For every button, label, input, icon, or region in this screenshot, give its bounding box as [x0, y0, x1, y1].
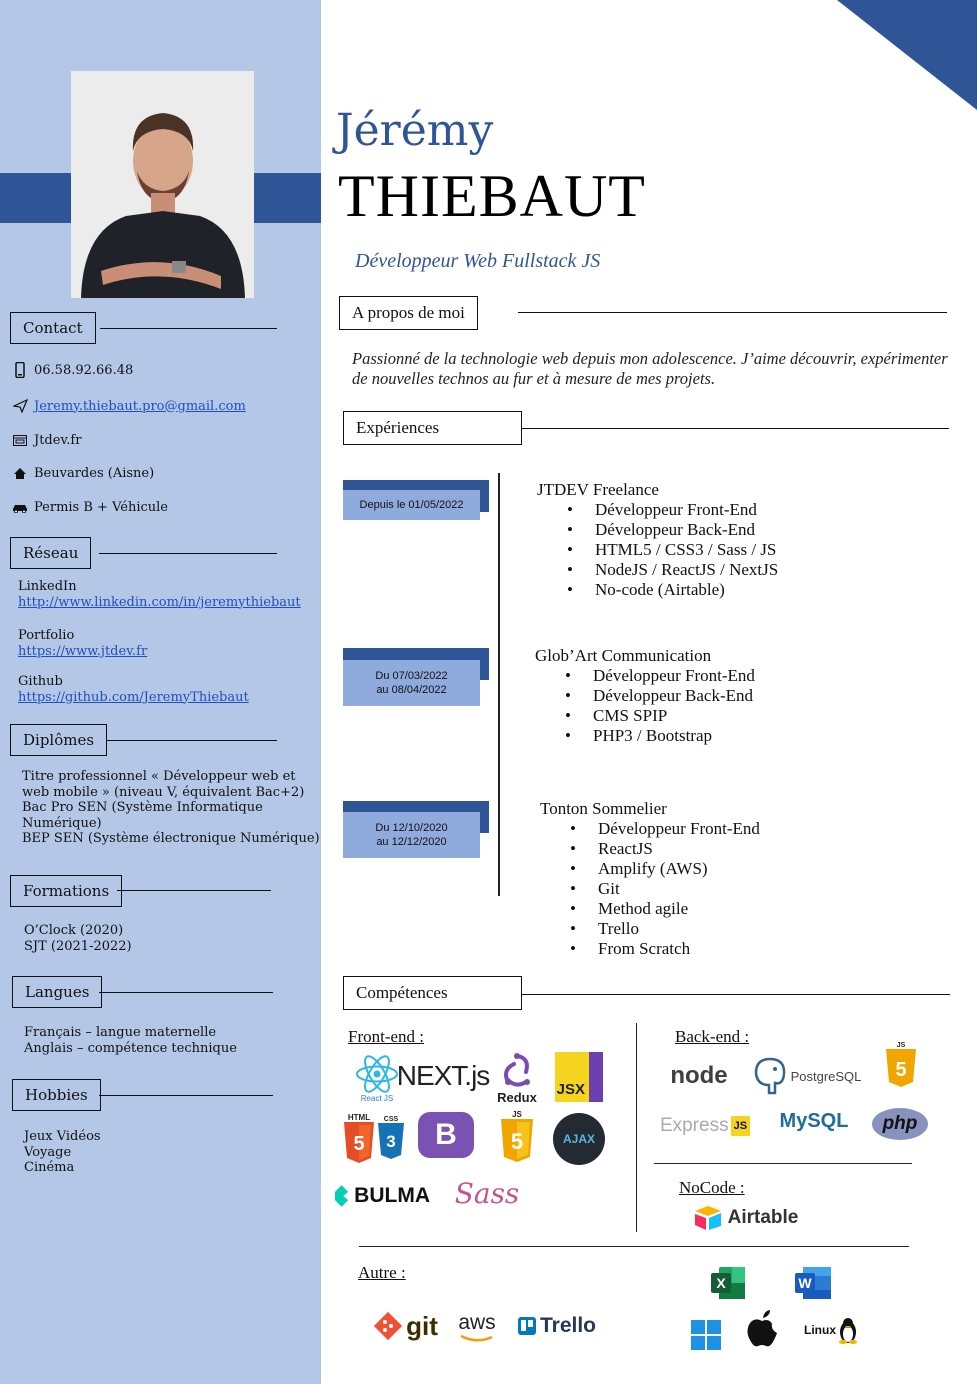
experiences-rule	[522, 428, 949, 429]
js-logo	[497, 1108, 537, 1164]
backend-label: Back-end :	[675, 1027, 750, 1046]
portfolio-label: Portfolio	[18, 628, 75, 643]
timeline-line	[498, 473, 500, 896]
hobby-item: Voyage	[24, 1144, 72, 1160]
svg-text:3: 3	[386, 1131, 396, 1151]
js-backend-text: JS	[896, 1041, 906, 1049]
date-line: Du 07/03/2022	[375, 670, 448, 682]
task-item: • Développeur Front-End	[565, 500, 778, 520]
home-icon	[12, 465, 28, 481]
task-item: • Git	[568, 879, 760, 899]
send-icon	[12, 398, 28, 414]
language-item: Anglais – compétence technique	[24, 1040, 237, 1056]
task-item: • Développeur Back-End	[565, 520, 778, 540]
hobbies-rule	[99, 1095, 273, 1096]
experience-item	[537, 480, 778, 600]
task-list	[563, 666, 755, 746]
bootstrap-logo: B	[418, 1112, 474, 1158]
hobbies-heading: Hobbies	[12, 1079, 101, 1111]
languages-rule	[99, 992, 273, 993]
trainings-rule	[117, 890, 271, 891]
training-item: O’Clock (2020)	[24, 923, 124, 938]
task-item: • No-code (Airtable)	[565, 580, 778, 600]
task-item: • HTML5 / CSS3 / Sass / JS	[565, 540, 778, 560]
diploma-line: BEP SEN (Système électronique Numérique)	[22, 831, 320, 846]
git-logo	[370, 1308, 442, 1344]
redux-icon	[500, 1052, 534, 1090]
person-avatar	[71, 71, 254, 298]
express-js-badge: JS	[731, 1116, 750, 1136]
windows-logo	[688, 1317, 724, 1353]
postgres-text: PostgreSQL	[790, 1068, 862, 1084]
jsx-logo: JSX	[555, 1052, 603, 1102]
date-line: au 08/04/2022	[376, 684, 447, 696]
linkedin-label: LinkedIn	[18, 579, 77, 594]
bulma-logo	[335, 1180, 430, 1212]
js-backend-shield-icon	[885, 1049, 917, 1087]
html-logo	[340, 1112, 378, 1164]
task-item: • Développeur Front-End	[568, 819, 760, 839]
tux-icon	[838, 1316, 858, 1344]
job-title: Développeur Web Fullstack JS	[355, 250, 601, 272]
aws-logo	[455, 1310, 499, 1344]
js-text: JS	[512, 1109, 522, 1119]
diploma-line: web mobile » (niveau V, équivalent Bac+2)	[22, 784, 305, 800]
redux-text: Redux	[497, 1089, 537, 1105]
about-rule	[518, 312, 947, 313]
contact-email	[12, 398, 246, 414]
diplomas-rule	[107, 740, 277, 741]
task-item: • ReactJS	[568, 839, 760, 859]
diploma-line: Titre professionnel « Développeur web et	[22, 769, 296, 784]
skills-divider	[636, 1023, 637, 1232]
react-icon	[355, 1054, 399, 1094]
web-icon	[12, 432, 28, 448]
react-text: React JS	[360, 1093, 394, 1103]
network-portfolio	[18, 628, 147, 659]
excel-logo	[708, 1264, 748, 1302]
contact-license	[12, 499, 168, 515]
skills-rule	[522, 994, 950, 995]
svg-text:5: 5	[510, 1128, 524, 1154]
linkedin-link[interactable]: http://www.linkedin.com/in/jeremythiebaut	[18, 594, 301, 610]
contact-phone	[12, 362, 133, 378]
languages-heading: Langues	[12, 976, 102, 1008]
diploma-line: Bac Pro SEN (Système Informatique	[22, 800, 263, 815]
windows-icon	[690, 1319, 722, 1351]
languages-list	[24, 1025, 237, 1056]
word-logo	[792, 1264, 834, 1302]
postgres-elephant-icon	[753, 1057, 787, 1095]
frontend-label: Front-end :	[348, 1027, 425, 1046]
task-item: • Développeur Back-End	[563, 686, 755, 706]
experience-date	[343, 490, 480, 520]
portfolio-link[interactable]: https://www.jtdev.fr	[18, 643, 148, 659]
aws-smile-icon	[459, 1335, 495, 1343]
backend-rule	[654, 1163, 912, 1164]
task-item: • Amplify (AWS)	[568, 859, 760, 879]
airtable-icon	[694, 1205, 722, 1231]
excel-icon	[709, 1265, 747, 1301]
contact-rule	[100, 328, 277, 329]
svg-text:X: X	[716, 1275, 726, 1291]
other-rule	[359, 1246, 909, 1247]
corner-decoration	[837, 0, 977, 110]
profile-photo	[71, 71, 254, 298]
network-heading: Réseau	[10, 537, 91, 569]
task-list	[565, 500, 778, 600]
car-icon	[12, 499, 28, 515]
company-name: Glob’Art Communication	[535, 646, 712, 665]
experience-item	[540, 799, 760, 959]
task-item: • Method agile	[568, 899, 760, 919]
experiences-heading: Expériences	[343, 411, 522, 445]
github-label: Github	[18, 674, 63, 689]
last-name: THIEBAUT	[338, 163, 646, 229]
network-rule	[99, 553, 277, 554]
next-logo: NEXT.js	[396, 1060, 490, 1091]
diploma-line: Numérique)	[22, 815, 102, 831]
redux-logo	[494, 1050, 540, 1106]
date-line: Du 12/10/2020	[375, 822, 448, 834]
trello-logo	[513, 1310, 601, 1342]
airtable-text: Airtable	[727, 1207, 799, 1228]
trello-text: Trello	[539, 1314, 597, 1337]
phone-icon	[12, 362, 28, 378]
react-logo	[352, 1050, 402, 1106]
trainings-heading: Formations	[10, 875, 122, 907]
word-icon	[793, 1265, 833, 1301]
diplomas-list	[22, 769, 320, 847]
html5-icon	[342, 1122, 376, 1164]
website-text: Jtdev.fr	[34, 432, 82, 448]
email-link[interactable]: Jeremy.thiebaut.pro@gmail.com	[34, 398, 246, 414]
other-label: Autre :	[358, 1263, 406, 1282]
training-item: SJT (2021-2022)	[24, 938, 132, 954]
github-link[interactable]: https://github.com/JeremyThiebaut	[18, 689, 249, 705]
express-logo	[657, 1110, 753, 1142]
hobbies-list	[24, 1129, 101, 1176]
first-name: Jérémy	[336, 105, 494, 156]
svg-text:5: 5	[895, 1058, 907, 1081]
linux-text: Linux	[804, 1323, 836, 1337]
bulma-icon	[335, 1183, 348, 1209]
task-item: • NodeJS / ReactJS / NextJS	[565, 560, 778, 580]
js-shield-icon	[499, 1119, 535, 1163]
task-list	[568, 819, 760, 959]
task-item: • Trello	[568, 919, 760, 939]
about-heading: A propos de moi	[339, 296, 478, 330]
contact-location	[12, 465, 154, 481]
task-item: • Développeur Front-End	[563, 666, 755, 686]
company-name: Tonton Sommelier	[540, 799, 667, 818]
diplomas-heading: Diplômes	[10, 724, 107, 756]
experience-date	[343, 660, 480, 706]
network-github	[18, 674, 249, 705]
trello-icon	[518, 1317, 536, 1335]
skills-heading: Compétences	[343, 976, 522, 1010]
company-name: JTDEV Freelance	[537, 480, 659, 499]
html-text: HTML	[347, 1112, 371, 1122]
hobby-item: Cinéma	[24, 1160, 75, 1175]
contact-website	[12, 432, 81, 448]
language-item: Français – langue maternelle	[24, 1025, 217, 1040]
network-linkedin	[18, 579, 301, 610]
mysql-logo: MySQL	[779, 1109, 849, 1132]
task-item: • From Scratch	[568, 939, 760, 959]
hobby-item: Jeux Vidéos	[24, 1129, 101, 1144]
css-logo	[376, 1112, 406, 1164]
apple-logo	[744, 1308, 780, 1350]
task-item: • CMS SPIP	[563, 706, 755, 726]
experience-date	[343, 812, 480, 858]
contact-heading: Contact	[10, 312, 96, 344]
nocode-label: NoCode :	[679, 1178, 745, 1197]
trainings-list	[24, 923, 132, 954]
php-logo: php	[872, 1108, 928, 1140]
aws-text: aws	[458, 1311, 496, 1334]
svg-text:W: W	[798, 1275, 812, 1291]
phone-number: 06.58.92.66.48	[34, 362, 134, 378]
css-text: CSS	[383, 1115, 399, 1123]
svg-text:5: 5	[353, 1132, 365, 1155]
css3-icon	[377, 1123, 405, 1161]
postgres-logo	[748, 1055, 866, 1097]
linux-logo	[801, 1313, 861, 1347]
express-text: Express	[659, 1115, 729, 1136]
git-icon	[374, 1312, 402, 1340]
ajax-logo: AJAX	[553, 1113, 605, 1165]
location-text: Beuvardes (Aisne)	[34, 465, 155, 481]
git-text: git	[406, 1310, 438, 1341]
about-text: Passionné de la technologie web depuis mon adolescence. J’aime découvrir, expérimenter de nouvelles technos au fur et à mesure de mes projets.	[352, 349, 948, 388]
airtable-logo	[690, 1203, 802, 1233]
sass-logo: Sass	[454, 1176, 520, 1210]
license-text: Permis B + Véhicule	[34, 499, 168, 515]
js-backend-logo	[884, 1040, 918, 1088]
node-logo: node	[670, 1062, 728, 1089]
apple-icon	[745, 1309, 779, 1349]
experience-item	[535, 646, 755, 746]
task-item: • PHP3 / Bootstrap	[563, 726, 755, 746]
date-line: Depuis le 01/05/2022	[359, 499, 464, 511]
date-line: au 12/12/2020	[376, 836, 447, 848]
bulma-text: BULMA	[354, 1184, 430, 1207]
